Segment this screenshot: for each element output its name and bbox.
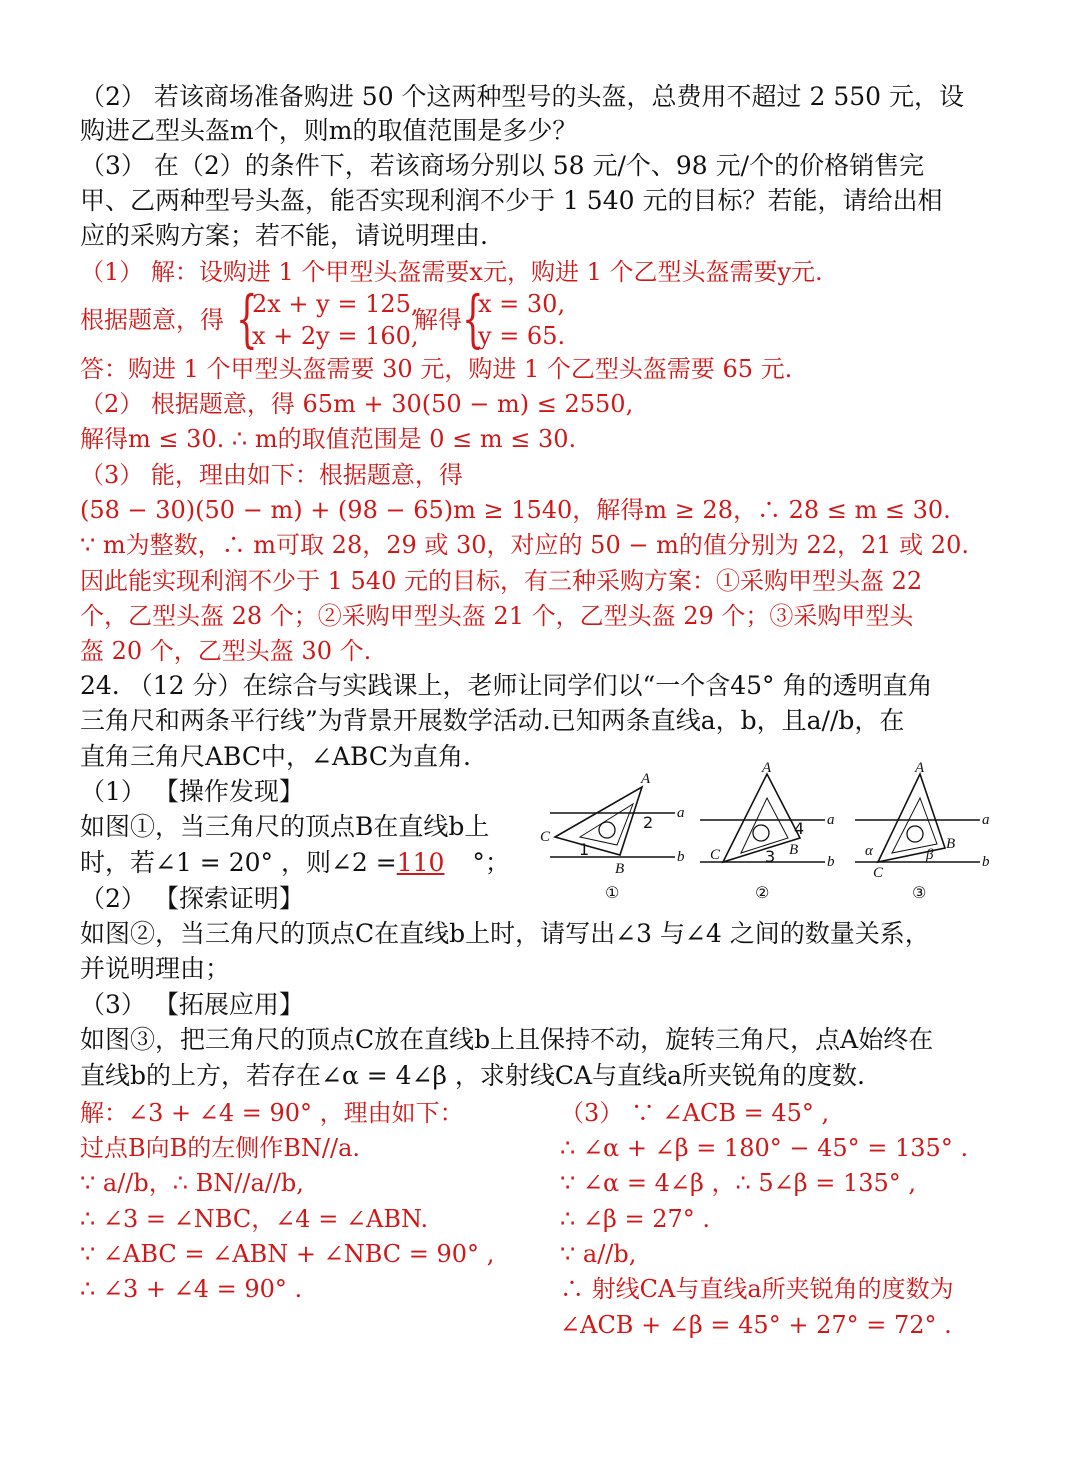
left-brace-icon: { — [462, 282, 484, 355]
answer23-equation: 2x + y = 125, — [252, 290, 419, 318]
label-B: B — [615, 861, 625, 877]
answer24-left-line: 解：∠3 + ∠4 = 90° ，理由如下： — [80, 1099, 464, 1127]
answer24-right-line: ∠ACB + ∠β = 45° + 27° = 72° . — [560, 1311, 952, 1339]
answer23-part3: 盔 20 个，乙型头盔 30 个. — [80, 637, 372, 665]
angle-4-label: 4 — [794, 819, 805, 838]
q23-part2-line: （2） 若该商场准备购进 50 个这两种型号的头盔，总费用不超过 2 550 元，设 — [80, 82, 965, 111]
answer23-equation: x + 2y = 160, — [252, 322, 419, 350]
left-brace-icon: { — [236, 282, 258, 355]
answer24-right-line: ∴ ∠α + ∠β = 180° − 45° = 135° . — [560, 1134, 969, 1162]
answer23-solution: x = 30, — [478, 290, 566, 318]
answer24-left-line: ∴ ∠3 = ∠NBC，∠4 = ∠ABN. — [80, 1205, 429, 1233]
answer24-left-line: ∵ ∠ABC = ∠ABN + ∠NBC = 90° , — [80, 1240, 495, 1268]
q23-part3-line: （3） 在（2）的条件下，若该商场分别以 58 元/个、98 元/个的价格销售完 — [80, 151, 925, 180]
label-a: a — [677, 805, 685, 821]
answer23-part3: （3） 能，理由如下：根据题意，得 — [80, 461, 463, 489]
angle-beta-label: β — [926, 847, 934, 863]
q24-part1-line: 时，若∠1 = 20° ，则∠2 =110 °； — [80, 848, 510, 877]
answer23-part2: （2） 根据题意，得 65m + 30(50 − m) ≤ 2550, — [80, 390, 634, 418]
triangle — [555, 787, 642, 855]
answer23-part3: 因此能实现利润不少于 1 540 元的目标，有三种采购方案：①采购甲型头盔 22 — [80, 567, 923, 595]
label-A: A — [762, 760, 772, 776]
answer23-conclusion: 答：购进 1 个甲型头盔需要 30 元，购进 1 个乙型头盔需要 65 元. — [80, 355, 793, 383]
triangle-hole — [599, 822, 615, 838]
q24-intro-line: 24. （12 分）在综合与实践课上，老师让同学们以“一个含45° 角的透明直角 — [80, 671, 933, 700]
q24-part1-line: 如图①，当三角尺的顶点B在直线b上 — [80, 812, 490, 841]
geometry-figures — [535, 758, 1005, 903]
figure-number: ② — [755, 883, 770, 902]
q24-part1-title: （1） 【操作发现】 — [80, 777, 304, 806]
answer24-right-line: ∵ a//b, — [560, 1240, 637, 1268]
q23-part3-line: 甲、乙两种型号头盔，能否实现利润不少于 1 540 元的目标？若能，请给出相 — [80, 186, 943, 215]
figure-number: ③ — [912, 883, 927, 902]
label-B: B — [789, 842, 799, 858]
label-B: B — [946, 836, 956, 852]
angle-alpha-label: α — [865, 843, 873, 859]
answer23-part1: （1） 解：设购进 1 个甲型头盔需要x元，购进 1 个乙型头盔需要y元. — [80, 258, 823, 286]
label-a: a — [827, 812, 835, 828]
answer23-system-prefix: 根据题意，得 — [80, 306, 224, 334]
answer-blank: 110 — [396, 848, 445, 877]
figure-number: ① — [605, 883, 620, 902]
answer23-part3: 个，乙型头盔 28 个；②采购甲型头盔 21 个，乙型头盔 29 个；③采购甲型头 — [80, 602, 914, 630]
label-b: b — [677, 849, 685, 865]
triangle-hole — [907, 826, 923, 842]
q24-intro-line: 直角三角尺ABC中，∠ABC为直角. — [80, 742, 471, 771]
q23-part3-line: 应的采购方案；若不能，请说明理由. — [80, 221, 488, 250]
angle-1-label: 1 — [579, 840, 590, 859]
q24-intro-line: 三角尺和两条平行线”为背景开展数学活动.已知两条直线a，b，且a//b，在 — [80, 706, 905, 735]
label-A: A — [641, 771, 651, 787]
label-C: C — [710, 847, 721, 863]
triangle-hole — [753, 825, 769, 841]
label-b: b — [982, 854, 990, 870]
q24-part2-line: 并说明理由； — [80, 954, 231, 983]
answer24-right-line: ∴ 射线CA与直线a所夹锐角的度数为 — [560, 1275, 954, 1303]
label-a: a — [982, 812, 990, 828]
answer24-right-line: （3） ∵ ∠ACB = 45° , — [560, 1099, 830, 1127]
answer24-left-line: ∴ ∠3 + ∠4 = 90° . — [80, 1275, 303, 1303]
q24-part2-title: （2） 【探索证明】 — [80, 884, 304, 913]
answer24-left-line: 过点B向B的左侧作BN//a. — [80, 1134, 361, 1162]
figure-3 — [855, 760, 990, 902]
answer23-solution: y = 65. — [478, 322, 566, 350]
figure-2 — [700, 760, 835, 902]
angle-2-label: 2 — [643, 813, 654, 832]
answer23-part3: (58 − 30)(50 − m) + (98 − 65)m ≥ 1540，解得m ≥ 28，∴ 28 ≤ m ≤ 30. — [80, 496, 951, 524]
answer23-part2: 解得m ≤ 30. ∴ m的取值范围是 0 ≤ m ≤ 30. — [80, 425, 577, 453]
angle-3-label: 3 — [765, 847, 776, 866]
answer24-left-line: ∵ a//b，∴ BN//a//b, — [80, 1169, 304, 1197]
q24-part2-line: 如图②，当三角尺的顶点C在直线b上时，请写出∠3 与∠4 之间的数量关系， — [80, 919, 930, 948]
label-b: b — [827, 854, 835, 870]
label-C: C — [873, 865, 884, 881]
q23-part2-line: 购进乙型头盔m个，则m的取值范围是多少？ — [80, 116, 578, 145]
label-C: C — [540, 829, 551, 845]
q24-part3-title: （3） 【拓展应用】 — [80, 990, 304, 1019]
answer23-solution-prefix: 解得 — [414, 306, 462, 334]
answer24-right-line: ∵ ∠α = 4∠β ，∴ 5∠β = 135° , — [560, 1169, 917, 1197]
label-A: A — [915, 760, 925, 776]
figure-1 — [540, 771, 685, 902]
q24-part3-line: 如图③，把三角尺的顶点C放在直线b上且保持不动，旋转三角尺，点A始终在 — [80, 1025, 934, 1054]
answer24-right-line: ∴ ∠β = 27° . — [560, 1205, 711, 1233]
answer23-part3: ∵ m为整数，∴ m可取 28，29 或 30，对应的 50 − m的值分别为 22，21 或 20. — [80, 531, 969, 559]
q24-part3-line: 直线b的上方，若存在∠α = 4∠β ，求射线CA与直线a所夹锐角的度数. — [80, 1061, 865, 1090]
